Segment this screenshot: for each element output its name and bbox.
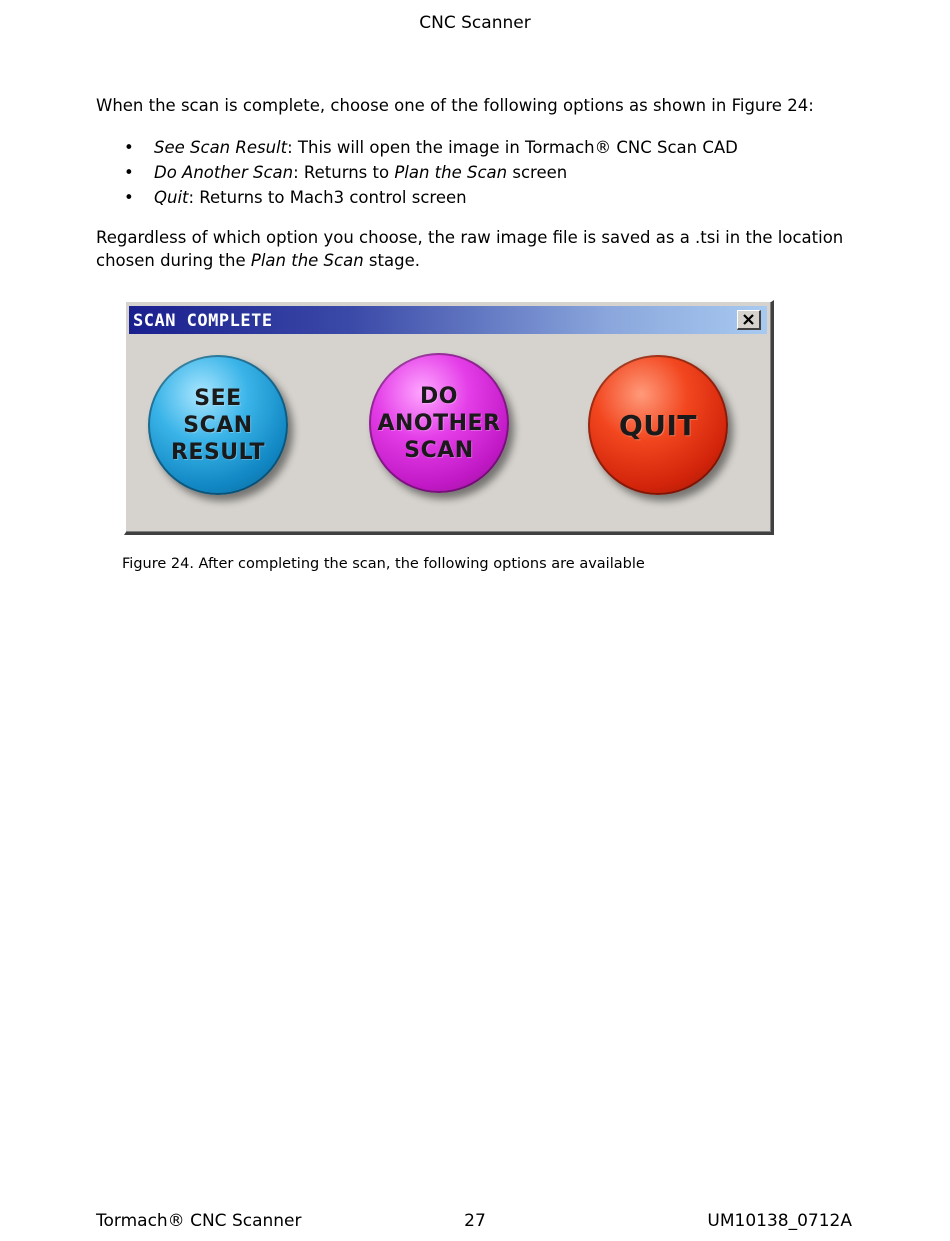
option-term: Quit bbox=[154, 188, 189, 207]
option-reference: Plan the Scan bbox=[394, 163, 508, 182]
regardless-reference: Plan the Scan bbox=[250, 251, 364, 270]
bullet-icon: • bbox=[124, 138, 134, 157]
regardless-paragraph bbox=[96, 226, 856, 272]
option-description-end: screen bbox=[507, 163, 568, 182]
intro-paragraph: When the scan is complete, choose one of the following options as shown in Figure 24: bbox=[96, 96, 814, 115]
page-number: 27 bbox=[464, 1211, 486, 1231]
bullet-icon: • bbox=[124, 163, 134, 182]
document-code: UM10138_0712A bbox=[707, 1211, 852, 1231]
dialog-title: SCAN COMPLETE bbox=[133, 311, 273, 331]
option-description: : Returns to bbox=[293, 163, 395, 182]
figure-caption: Figure 24. After completing the scan, the following options are available bbox=[122, 556, 645, 572]
close-button[interactable] bbox=[737, 310, 761, 330]
list-item bbox=[124, 135, 738, 160]
bullet-icon: • bbox=[124, 188, 134, 207]
see-scan-result-label: SEE SCAN RESULT bbox=[170, 385, 266, 465]
footer-product: Tormach® CNC Scanner bbox=[96, 1211, 302, 1231]
regardless-text: Regardless of which option you choose, the raw image file is saved as a .tsi in the location chosen during the bbox=[96, 228, 844, 270]
quit-label: QUIT bbox=[618, 408, 698, 442]
option-term: Do Another Scan bbox=[154, 163, 294, 182]
dialog-title-bar[interactable] bbox=[129, 306, 767, 334]
list-item bbox=[124, 160, 738, 185]
scan-complete-dialog bbox=[124, 300, 774, 535]
do-another-scan-label: DO ANOTHER SCAN bbox=[377, 383, 501, 463]
page-header: CNC Scanner bbox=[419, 13, 531, 33]
do-another-scan-button[interactable] bbox=[369, 353, 509, 493]
option-description: : Returns to Mach3 control screen bbox=[188, 188, 467, 207]
regardless-text-end: stage. bbox=[363, 251, 420, 270]
quit-button[interactable] bbox=[588, 355, 728, 495]
option-description: : This will open the image in Tormach® CNC Scan CAD bbox=[287, 138, 738, 157]
close-icon bbox=[738, 311, 759, 328]
options-list bbox=[124, 135, 738, 210]
option-term: See Scan Result bbox=[154, 138, 288, 157]
see-scan-result-button[interactable] bbox=[148, 355, 288, 495]
list-item bbox=[124, 185, 738, 210]
